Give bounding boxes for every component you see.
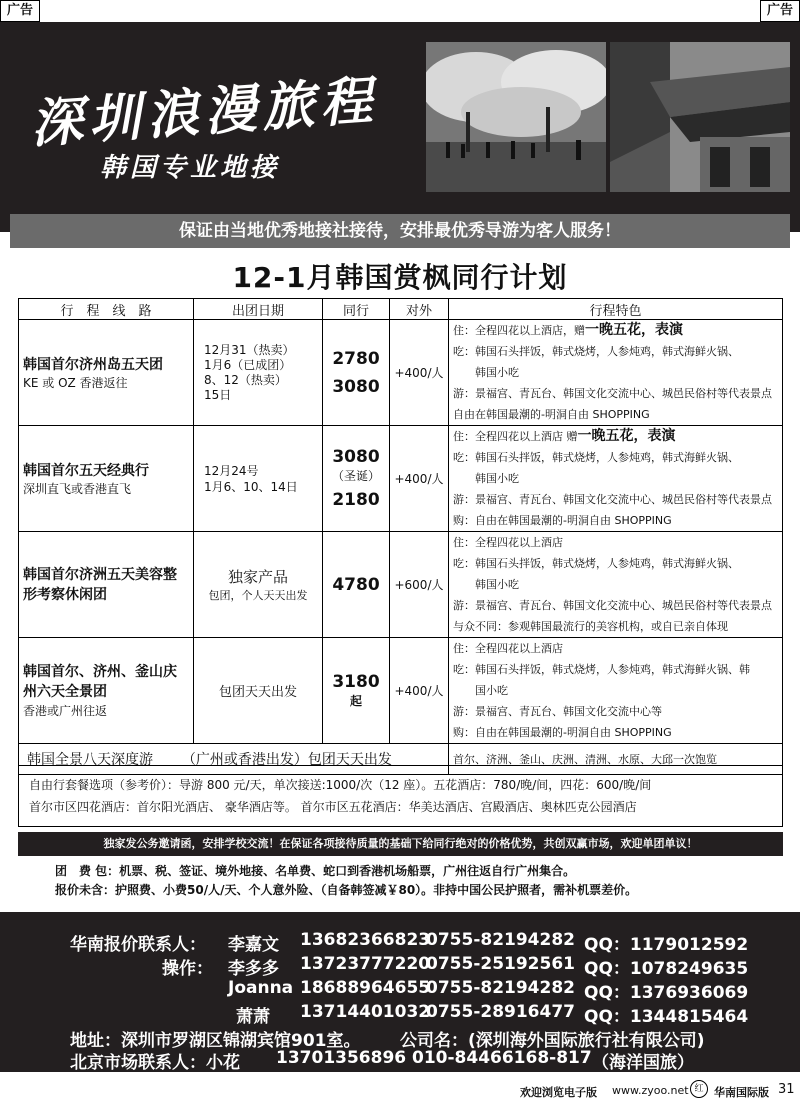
date-line: 包团，个人天天出发 — [208, 589, 308, 602]
feature-line: 游：景福宫、青瓦台、韩国文化交流中心等 — [453, 705, 662, 718]
col-public-price: 对外 — [390, 299, 449, 320]
contact-tel: 0755-82194282 — [426, 930, 575, 950]
public-surcharge: +600/人 — [390, 532, 449, 638]
itinerary-table — [18, 298, 783, 775]
contact-name: Joanna — [228, 978, 294, 998]
beijing-org: （海洋国旅） — [592, 1053, 694, 1073]
date-line: 8、12（热卖） — [204, 372, 287, 387]
route-name: 韩国首尔济州岛五天团 — [23, 357, 163, 373]
feature-line: 韩国小吃 — [453, 472, 519, 485]
ad-label-left: 广告 — [0, 0, 40, 22]
table-row — [19, 426, 783, 532]
beijing-tel: 010-84466168-817 — [412, 1048, 592, 1068]
address: 地址：深圳市罗湖区锦湖宾馆901室。 — [70, 1031, 361, 1051]
brand-subtitle: 韩国专业地接 — [100, 153, 281, 183]
feature-line: 吃：韩国石头拌饭，韩式烧烤，人参炖鸡，韩式海鲜火锅、 — [453, 557, 739, 570]
contact-name: 李多多 — [228, 959, 279, 979]
header-banner — [0, 22, 800, 241]
route-name: 韩国全景八天深度游 — [27, 752, 153, 768]
route-sub: 深圳直飞或香港直飞 — [23, 482, 132, 496]
price-note: 起 — [349, 694, 362, 708]
self-guided-line: 首尔市区四花酒店：首尔阳光酒店、 豪华酒店等。 首尔市区五花酒店：华美达酒店、宫殿酒店、奥林匹克公园酒店 — [29, 800, 637, 814]
feature-line: 吃：韩国石头拌饭，韩式烧烤，人参炖鸡，韩式海鲜火锅、韩 — [453, 663, 750, 676]
footer-logo-icon: 红 — [690, 1080, 708, 1098]
peer-price: 2780 — [332, 348, 380, 369]
peer-price: 3180 — [332, 672, 380, 692]
contact-name: 萧萧 — [236, 1007, 270, 1027]
cherry-blossom-photo — [426, 42, 606, 192]
page-footer — [0, 1078, 800, 1100]
col-features: 行程特色 — [449, 299, 783, 320]
beijing-mobile: 13701356896 — [276, 1048, 407, 1068]
company-name: 公司名：(深圳海外国际旅行社有限公司) — [400, 1031, 705, 1051]
footer-edition: 华南国际版 — [714, 1086, 769, 1099]
date-line: 包团天天出发 — [194, 638, 323, 744]
feature-line: 自由在韩国最潮的-明洞自由 SHOPPING — [453, 408, 650, 421]
contact-name: 李嘉文 — [228, 935, 279, 955]
date-line: 15日 — [204, 387, 232, 402]
beijing-row — [0, 1048, 800, 1073]
feature-line: 韩国小吃 — [453, 366, 519, 379]
fee-excluded: 报价未含：护照费、小费50/人/天、个人意外险、（自备韩签减￥80）。非持中国公民护照者，需补机票差价。 — [55, 883, 638, 897]
feature-line: 住：全程四花以上酒店 — [453, 536, 563, 549]
ad-label-right: 广告 — [760, 0, 800, 22]
contact-label: 操作： — [162, 959, 213, 979]
peer-price: 3080 — [332, 376, 380, 397]
feature-line: 游：景福宫、青瓦台、韩国文化交流中心、城邑民俗村等代表景点 — [453, 493, 772, 506]
contact-label: 华南报价联系人： — [70, 935, 206, 955]
feature-line: 住：全程四花以上酒店 — [453, 642, 563, 655]
public-surcharge: +400/人 — [390, 638, 449, 744]
col-dates: 出团日期 — [194, 299, 323, 320]
feature-line: 住：全程四花以上酒店，赠一晚五花，表演 — [453, 322, 683, 338]
public-surcharge: +400/人 — [390, 320, 449, 426]
plan-title: 12-1月韩国赏枫同行计划 — [232, 261, 568, 294]
date-line: 1月6（已成团） — [204, 357, 292, 372]
contact-mobile: 18688964655 — [300, 978, 431, 998]
palace-roof-photo — [610, 42, 790, 192]
contact-qq: QQ：1344815464 — [584, 1007, 749, 1027]
date-line: 1月6、10、14日 — [204, 479, 298, 494]
route-note: （广州或香港出发）包团天天出发 — [181, 752, 392, 768]
route-name: 韩国首尔济洲五天美容整形考察休闲团 — [23, 566, 177, 603]
exclusive-label: 独家产品 — [227, 568, 288, 586]
feature-line: 与众不同：参观韩国最流行的美容机构，或自已亲自体现 — [453, 620, 728, 633]
contact-tel: 0755-82194282 — [426, 978, 575, 998]
date-line: 12月24号 — [204, 463, 259, 478]
contact-tel: 0755-28916477 — [426, 1002, 575, 1022]
fee-included: 团 费 包：机票、税、签证、境外地接、名单费、蛇口到香港机场船票，广州往返自行广州集合。 — [55, 864, 576, 878]
table-row — [19, 638, 783, 744]
fee-details — [55, 862, 637, 900]
table-header-row — [19, 299, 783, 320]
contact-qq: QQ：1376936069 — [584, 983, 749, 1003]
beijing-contact: 北京市场联系人：小花 — [70, 1053, 240, 1073]
feature-line: 购：自由在韩国最潮的-明洞自由 SHOPPING — [453, 514, 672, 527]
contact-row — [0, 1002, 800, 1027]
top-strip — [0, 0, 800, 22]
feature-line: 吃：韩国石头拌饭，韩式烧烤，人参炖鸡，韩式海鲜火锅、 — [453, 451, 739, 464]
feature-line: 游：景福宫、青瓦台、韩国文化交流中心、城邑民俗村等代表景点 — [453, 387, 772, 400]
contact-qq: QQ：1179012592 — [584, 935, 749, 955]
slogan-bar: 保证由当地优秀地接社接待，安排最优秀导游为客人服务！ — [10, 214, 790, 248]
contact-row — [0, 930, 800, 955]
footer-url[interactable]: www.zyoo.net — [612, 1084, 689, 1097]
contact-qq: QQ：1078249635 — [584, 959, 749, 979]
col-route: 行 程 线 路 — [19, 299, 194, 320]
route-sub: 香港或广州往返 — [23, 704, 108, 718]
table-row — [19, 532, 783, 638]
contact-row — [0, 978, 800, 1003]
public-surcharge: +400/人 — [390, 426, 449, 532]
price-note: （圣诞） — [331, 469, 380, 483]
feature-line: 吃：韩国石头拌饭，韩式烧烤，人参炖鸡，韩式海鲜火锅、 — [453, 345, 739, 358]
contact-row — [0, 954, 800, 979]
contact-mobile: 13714401032 — [300, 1002, 431, 1022]
self-guided-box — [18, 765, 783, 827]
col-peer-price: 同行 — [323, 299, 390, 320]
feature-line: 游：景福宫、青瓦台、韩国文化交流中心、城邑民俗村等代表景点 — [453, 599, 772, 612]
feature-line: 首尔、济洲、釜山、庆洲、清洲、水原、大邱一次饱览 — [449, 744, 783, 775]
route-sub: KE 或 OZ 香港返往 — [23, 376, 128, 390]
feature-line: 韩国小吃 — [453, 578, 519, 591]
peer-price: 3080 — [332, 447, 380, 467]
contact-mobile: 13723777220 — [300, 954, 431, 974]
contact-mobile: 13682366823 — [300, 930, 431, 950]
route-name: 韩国首尔、济州、釜山庆州六天全景团 — [23, 664, 177, 700]
date-line: 12月31（热卖） — [204, 342, 295, 357]
contact-block — [0, 912, 800, 1072]
peer-price: 2180 — [332, 490, 380, 510]
peer-price: 4780 — [332, 574, 380, 595]
feature-line: 国小吃 — [453, 684, 508, 697]
notice-bar: 独家发公务邀请函，安排学校交流！在保证各项接待质量的基础下给同行绝对的价格优势，共创双赢市场，欢迎单团单议！ — [18, 832, 783, 856]
footer-text: 欢迎浏览电子版 — [520, 1086, 597, 1099]
address-row — [0, 1026, 800, 1051]
brand-title: 深圳浪漫旅程 — [28, 69, 381, 156]
feature-line: 购：自由在韩国最潮的-明洞自由 SHOPPING — [453, 726, 672, 739]
page-number: 31 — [778, 1082, 795, 1097]
self-guided-line: 自由行套餐选项（参考价）：导游 800 元/天，单次接送:1000/次（12 座）。五花酒店：780/晚/间，四花：600/晚/间 — [29, 778, 652, 792]
route-name: 韩国首尔五天经典行 — [23, 463, 149, 479]
contact-tel: 0755-25192561 — [426, 954, 575, 974]
table-row — [19, 320, 783, 426]
feature-line: 住：全程四花以上酒店 赠一晚五花，表演 — [453, 428, 676, 444]
